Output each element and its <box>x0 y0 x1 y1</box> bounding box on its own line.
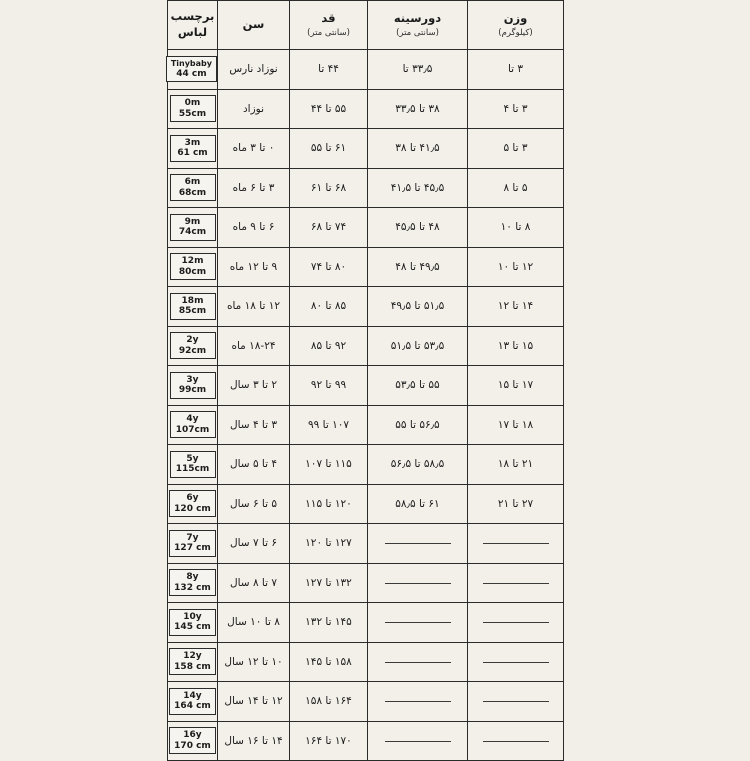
garment-label-badge <box>170 411 216 438</box>
cell-chest <box>368 524 468 564</box>
cell-chest: ۵۵ تا ۵۳٫۵ <box>368 366 468 406</box>
table-row <box>168 287 564 327</box>
cell-garment-label <box>168 326 218 366</box>
table-header <box>168 1 564 50</box>
cell-age: نوزاد نارس <box>218 50 290 90</box>
garment-label-size: 10y <box>183 611 202 622</box>
cell-age: ۱۴ تا ۱۶ سال <box>218 721 290 761</box>
column-header-label <box>168 1 218 50</box>
cell-weight: ۱۸ تا ۱۷ <box>468 405 564 445</box>
column-header-height <box>290 1 368 50</box>
garment-label-badge <box>170 253 216 280</box>
garment-label-length: 127 cm <box>174 543 211 554</box>
garment-label-badge <box>169 490 216 517</box>
empty-dash <box>385 542 451 544</box>
garment-label-size: 14y <box>183 690 202 701</box>
cell-age: ۹ تا ۱۲ ماه <box>218 247 290 287</box>
cell-chest: ۶۱ تا ۵۸٫۵ <box>368 484 468 524</box>
empty-dash <box>483 582 549 584</box>
garment-label-length: 85cm <box>178 306 207 317</box>
cell-age: ۳ تا ۶ ماه <box>218 168 290 208</box>
cell-weight <box>468 682 564 722</box>
column-header-height-unit: (سانتی متر) <box>307 28 350 39</box>
garment-label-badge <box>169 569 216 596</box>
garment-label-size: 2y <box>186 335 199 346</box>
table-row <box>168 247 564 287</box>
header-row <box>168 1 564 50</box>
cell-height: ۱۳۲ تا ۱۲۷ <box>290 563 368 603</box>
cell-weight: ۵ تا ۸ <box>468 168 564 208</box>
cell-chest <box>368 563 468 603</box>
table-row <box>168 129 564 169</box>
cell-height: ۱۱۵ تا ۱۰۷ <box>290 445 368 485</box>
column-header-weight-unit: (کیلوگرم) <box>498 28 533 39</box>
cell-weight: ۳ تا ۴ <box>468 89 564 129</box>
garment-label-badge <box>170 95 216 122</box>
cell-chest: ۴۹٫۵ تا ۴۸ <box>368 247 468 287</box>
garment-label-length: 170 cm <box>174 740 211 751</box>
cell-weight: ۲۷ تا ۲۱ <box>468 484 564 524</box>
empty-dash <box>483 700 549 702</box>
cell-weight: ۲۱ تا ۱۸ <box>468 445 564 485</box>
garment-label-badge <box>169 688 216 715</box>
garment-label-size: 6m <box>184 177 201 188</box>
empty-dash <box>483 740 549 742</box>
cell-chest: ۳۸ تا ۳۳٫۵ <box>368 89 468 129</box>
cell-garment-label <box>168 524 218 564</box>
cell-chest: ۳۳٫۵ تا <box>368 50 468 90</box>
table-row <box>168 405 564 445</box>
column-header-label-main: برچسب لباس <box>170 9 215 39</box>
cell-garment-label <box>168 405 218 445</box>
cell-height: ۱۲۰ تا ۱۱۵ <box>290 484 368 524</box>
cell-weight: ۸ تا ۱۰ <box>468 208 564 248</box>
cell-chest <box>368 682 468 722</box>
empty-dash <box>385 621 451 623</box>
garment-label-badge <box>166 56 217 82</box>
cell-age: ۷ تا ۸ سال <box>218 563 290 603</box>
cell-height: ۶۱ تا ۵۵ <box>290 129 368 169</box>
cell-chest <box>368 603 468 643</box>
table-row <box>168 484 564 524</box>
garment-label-length: 107cm <box>175 424 210 435</box>
empty-dash <box>385 700 451 702</box>
cell-age: ۶ تا ۷ سال <box>218 524 290 564</box>
column-header-weight <box>468 1 564 50</box>
empty-dash <box>385 661 451 663</box>
cell-weight <box>468 721 564 761</box>
garment-label-length: 55cm <box>178 108 207 119</box>
cell-age: ۲ تا ۳ سال <box>218 366 290 406</box>
garment-label-badge <box>169 530 216 557</box>
table-row <box>168 642 564 682</box>
cell-age: ۱۸-۲۴ ماه <box>218 326 290 366</box>
garment-label-length: 68cm <box>178 187 207 198</box>
cell-weight: ۱۵ تا ۱۳ <box>468 326 564 366</box>
cell-height: ۴۴ تا <box>290 50 368 90</box>
cell-weight <box>468 524 564 564</box>
garment-label-size: 3m <box>184 137 201 148</box>
garment-label-length: 115cm <box>175 464 210 475</box>
cell-garment-label <box>168 89 218 129</box>
column-header-age <box>218 1 290 50</box>
cell-garment-label <box>168 129 218 169</box>
empty-dash <box>483 661 549 663</box>
garment-label-badge <box>170 135 216 162</box>
garment-label-badge <box>169 727 216 754</box>
cell-chest: ۴۸ تا ۴۵٫۵ <box>368 208 468 248</box>
garment-label-size: 12y <box>183 651 202 662</box>
garment-label-size: 6y <box>186 493 199 504</box>
cell-age: ۵ تا ۶ سال <box>218 484 290 524</box>
empty-dash <box>483 621 549 623</box>
cell-height: ۹۲ تا ۸۵ <box>290 326 368 366</box>
garment-label-length: 80cm <box>178 266 207 277</box>
cell-age: ۱۰ تا ۱۲ سال <box>218 642 290 682</box>
cell-height: ۱۶۴ تا ۱۵۸ <box>290 682 368 722</box>
size-table-container <box>168 0 564 750</box>
garment-label-size: 7y <box>186 532 199 543</box>
garment-label-size: 9m <box>184 216 201 227</box>
table-row <box>168 366 564 406</box>
cell-height: ۱۲۷ تا ۱۲۰ <box>290 524 368 564</box>
cell-age: ۱۲ تا ۱۴ سال <box>218 682 290 722</box>
cell-chest: ۵۶٫۵ تا ۵۵ <box>368 405 468 445</box>
cell-age: ۸ تا ۱۰ سال <box>218 603 290 643</box>
table-row <box>168 89 564 129</box>
column-header-chest-main: دورسینه <box>393 10 442 25</box>
cell-garment-label <box>168 563 218 603</box>
garment-label-size: 5y <box>186 453 199 464</box>
garment-label-size: Tinybaby <box>170 59 212 69</box>
garment-label-length: 99cm <box>178 385 207 396</box>
table-row <box>168 524 564 564</box>
cell-height: ۱۷۰ تا ۱۶۴ <box>290 721 368 761</box>
garment-label-size: 12m <box>181 256 204 267</box>
column-header-weight-main: وزن <box>503 10 528 25</box>
cell-age: ۳ تا ۴ سال <box>218 405 290 445</box>
empty-dash <box>385 582 451 584</box>
garment-label-length: 120 cm <box>174 503 211 514</box>
table-row <box>168 682 564 722</box>
cell-height: ۶۸ تا ۶۱ <box>290 168 368 208</box>
cell-age: نوزاد <box>218 89 290 129</box>
cell-height: ۹۹ تا ۹۲ <box>290 366 368 406</box>
cell-height: ۱۵۸ تا ۱۴۵ <box>290 642 368 682</box>
cell-garment-label <box>168 682 218 722</box>
cell-chest <box>368 721 468 761</box>
cell-garment-label <box>168 366 218 406</box>
cell-garment-label <box>168 247 218 287</box>
cell-age: ۶ تا ۹ ماه <box>218 208 290 248</box>
cell-weight <box>468 603 564 643</box>
column-header-height-main: قد <box>321 10 336 25</box>
garment-label-size: 3y <box>186 374 199 385</box>
cell-weight <box>468 563 564 603</box>
garment-label-size: 4y <box>186 414 199 425</box>
table-row <box>168 563 564 603</box>
cell-chest <box>368 642 468 682</box>
garment-label-length: 92cm <box>178 345 207 356</box>
cell-garment-label <box>168 445 218 485</box>
cell-chest: ۵۸٫۵ تا ۵۶٫۵ <box>368 445 468 485</box>
cell-height: ۷۴ تا ۶۸ <box>290 208 368 248</box>
cell-weight: ۳ تا <box>468 50 564 90</box>
garment-label-badge <box>170 214 216 241</box>
garment-label-length: 74cm <box>178 227 207 238</box>
cell-height: ۱۴۵ تا ۱۳۲ <box>290 603 368 643</box>
garment-label-length: 44 cm <box>176 68 207 79</box>
cell-chest: ۵۱٫۵ تا ۴۹٫۵ <box>368 287 468 327</box>
garment-label-length: 61 cm <box>177 148 208 159</box>
empty-dash <box>483 542 549 544</box>
garment-label-length: 132 cm <box>174 582 211 593</box>
size-table <box>167 0 564 761</box>
cell-age: ۴ تا ۵ سال <box>218 445 290 485</box>
column-header-age-main: سن <box>242 17 265 32</box>
garment-label-size: 18m <box>181 295 204 306</box>
table-row <box>168 208 564 248</box>
garment-label-badge <box>170 372 216 399</box>
cell-weight: ۱۴ تا ۱۲ <box>468 287 564 327</box>
cell-weight: ۱۲ تا ۱۰ <box>468 247 564 287</box>
cell-garment-label <box>168 484 218 524</box>
cell-chest: ۴۱٫۵ تا ۳۸ <box>368 129 468 169</box>
cell-garment-label <box>168 721 218 761</box>
column-header-chest <box>368 1 468 50</box>
cell-garment-label <box>168 50 218 90</box>
cell-weight <box>468 642 564 682</box>
garment-label-length: 145 cm <box>174 622 211 633</box>
cell-weight: ۳ تا ۵ <box>468 129 564 169</box>
garment-label-length: 158 cm <box>174 661 211 672</box>
garment-label-badge <box>170 451 216 478</box>
table-row <box>168 445 564 485</box>
cell-age: ۰ تا ۳ ماه <box>218 129 290 169</box>
garment-label-size: 8y <box>186 572 199 583</box>
column-header-chest-unit: (سانتی متر) <box>396 28 439 39</box>
cell-age: ۱۲ تا ۱۸ ماه <box>218 287 290 327</box>
cell-height: ۸۰ تا ۷۴ <box>290 247 368 287</box>
cell-height: ۱۰۷ تا ۹۹ <box>290 405 368 445</box>
garment-label-badge <box>170 174 216 201</box>
garment-label-size: 16y <box>183 730 202 741</box>
cell-height: ۸۵ تا ۸۰ <box>290 287 368 327</box>
garment-label-badge <box>169 609 216 636</box>
cell-garment-label <box>168 168 218 208</box>
empty-dash <box>385 740 451 742</box>
cell-garment-label <box>168 603 218 643</box>
table-row <box>168 603 564 643</box>
cell-garment-label <box>168 208 218 248</box>
table-row <box>168 50 564 90</box>
cell-weight: ۱۷ تا ۱۵ <box>468 366 564 406</box>
garment-label-size: 0m <box>184 98 201 109</box>
garment-label-badge <box>170 293 216 320</box>
table-row <box>168 721 564 761</box>
cell-height: ۵۵ تا ۴۴ <box>290 89 368 129</box>
cell-chest: ۴۵٫۵ تا ۴۱٫۵ <box>368 168 468 208</box>
cell-chest: ۵۳٫۵ تا ۵۱٫۵ <box>368 326 468 366</box>
garment-label-badge <box>169 648 216 675</box>
table-row <box>168 326 564 366</box>
garment-label-badge <box>170 332 216 359</box>
garment-label-length: 164 cm <box>174 701 211 712</box>
table-row <box>168 168 564 208</box>
cell-garment-label <box>168 287 218 327</box>
cell-garment-label <box>168 642 218 682</box>
table-body <box>168 50 564 761</box>
